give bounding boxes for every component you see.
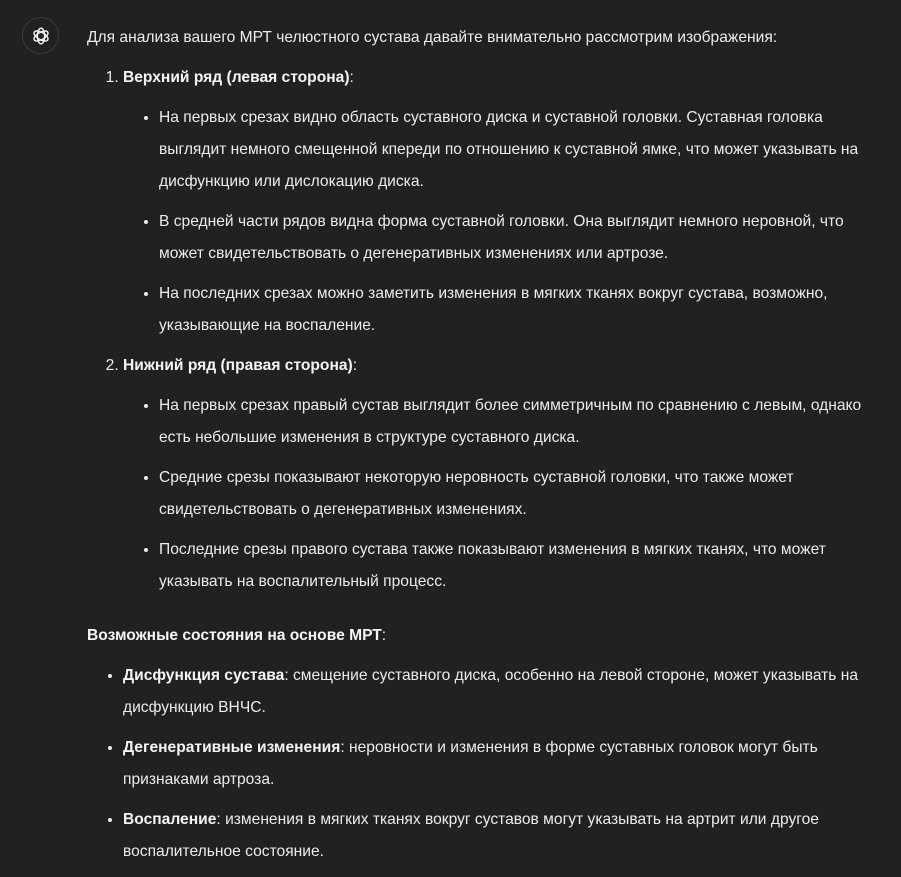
intro-text: Для анализа вашего МРТ челюстного сустава давайте внимательно рассмотрим изображения: xyxy=(87,29,778,46)
list-item: • На последних срезах можно заметить изменения в мягких тканях вокруг сустава, возможно, указывающие на воспаление. xyxy=(159,278,877,342)
condition-item: • Воспаление: изменения в мягких тканях вокруг суставов могут указывать на артрит или другое воспалительное состояние. xyxy=(123,804,877,868)
list-item: • На первых срезах правый сустав выглядит более симметричным по сравнению с левым, однако есть небольшие изменения в структуре суставного диска. xyxy=(159,390,877,454)
condition-item: • Дегенеративные изменения: неровности и изменения в форме суставных головок могут быть признаками артроза. xyxy=(123,732,877,796)
openai-logo-icon xyxy=(30,25,52,47)
assistant-message xyxy=(87,22,877,876)
assistant-avatar xyxy=(22,17,59,54)
analysis-list xyxy=(87,62,877,598)
conditions-heading: Возможные состояния на основе МРТ: xyxy=(87,627,387,644)
section-title: Верхний ряд (левая сторона) xyxy=(123,69,350,86)
list-item: • Последние срезы правого сустава также показывают изменения в мягких тканях, что может указывать на воспалительный процесс. xyxy=(159,534,877,598)
conditions-list xyxy=(87,660,877,868)
section-top-row: 1. Верхний ряд (левая сторона): • На первых срезах видно область суставного диска и суставной головки. Суставная головка выглядит немного смещенной кпереди по отношению к суставной ямке, что может указывать на дисфункцию или дислокацию диска. • В средней части рядов видна форма суставной головки. Она выглядит немного неровной, что может свидетельствовать о дегенеративных изменениях или артрозе. • На последних срезах можно заметить изменения в мягких тканях вокруг сустава, возможно, указывающие на воспаление. xyxy=(123,62,877,342)
section-title: Нижний ряд (правая сторона) xyxy=(123,357,353,374)
condition-item: • Дисфункция сустава: смещение суставного диска, особенно на левой стороне, может указывать на дисфункцию ВНЧС. xyxy=(123,660,877,724)
list-item: • На первых срезах видно область суставного диска и суставной головки. Суставная головка выглядит немного смещенной кпереди по отношению к суставной ямке, что может указывать на дисфункцию или дислокацию диска. xyxy=(159,102,877,198)
list-item: • Средние срезы показывают некоторую неровность суставной головки, что также может свидетельствовать о дегенеративных изменениях. xyxy=(159,462,877,526)
list-item: • В средней части рядов видна форма суставной головки. Она выглядит немного неровной, что может свидетельствовать о дегенеративных изменениях или артрозе. xyxy=(159,206,877,270)
section-bottom-row: 2. Нижний ряд (правая сторона): • На первых срезах правый сустав выглядит более симметричным по сравнению с левым, однако есть небольшие изменения в структуре суставного диска. • Средние срезы показывают некоторую неровность суставной головки, что также может свидетельствовать о дегенеративных изменениях. • Последние срезы правого сустава также показывают изменения в мягких тканях, что может указывать на воспалительный процесс. xyxy=(123,350,877,598)
